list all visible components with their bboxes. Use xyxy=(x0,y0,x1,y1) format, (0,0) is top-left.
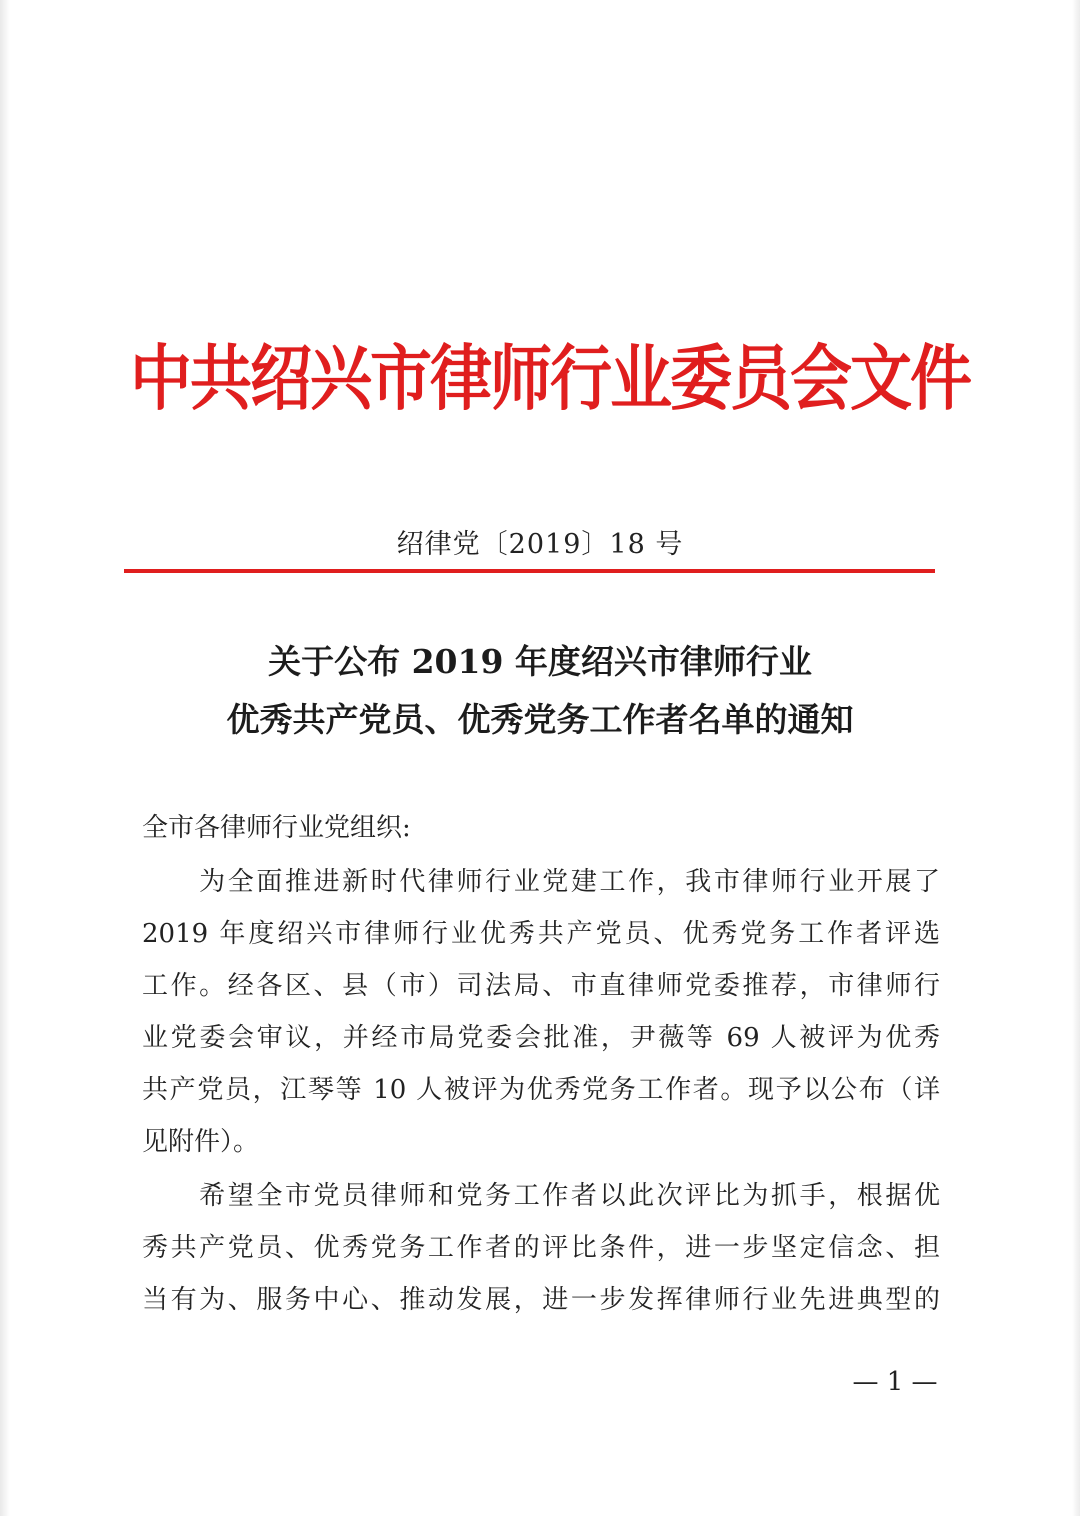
document-number: 绍律党〔2019〕18 号 xyxy=(396,529,684,560)
body-line-7: 希望全市党员律师和党务工作者以此次评比为抓手，根据优 xyxy=(142,1181,940,1211)
document-masthead: 中共绍兴市律师行业委员会文件 xyxy=(130,336,971,421)
body-line-2: 2019 年度绍兴市律师行业优秀共产党员、优秀党务工作者评选 xyxy=(142,919,940,949)
red-divider-line xyxy=(124,569,935,573)
body-line-8: 秀共产党员、优秀党务工作者的评比条件，进一步坚定信念、担 xyxy=(142,1233,940,1263)
body-line-6: 见附件）。 xyxy=(142,1127,260,1157)
salutation: 全市各律师行业党组织: xyxy=(142,813,411,843)
body-line-1: 为全面推进新时代律师行业党建工作，我市律师行业开展了 xyxy=(142,867,940,897)
body-line-5: 共产党员，江琴等 10 人被评为优秀党务工作者。现予以公布（详 xyxy=(142,1075,940,1105)
body-line-9: 当有为、服务中心、推动发展，进一步发挥律师行业先进典型的 xyxy=(142,1285,940,1315)
notice-title-line-2: 优秀共产党员、优秀党务工作者名单的通知 xyxy=(226,700,854,739)
body-line-3: 工作。经各区、县（市）司法局、市直律师党委推荐，市律师行 xyxy=(142,971,940,1001)
page-number: — 1 — xyxy=(852,1367,938,1397)
body-line-4: 业党委会审议，并经市局党委会批准，尹薇等 69 人被评为优秀 xyxy=(142,1023,940,1053)
notice-title-line-1: 关于公布 2019 年度绍兴市律师行业 xyxy=(268,642,812,681)
page-edge-shadow-left xyxy=(0,0,10,1516)
page-edge-shadow-right xyxy=(1072,0,1080,1516)
